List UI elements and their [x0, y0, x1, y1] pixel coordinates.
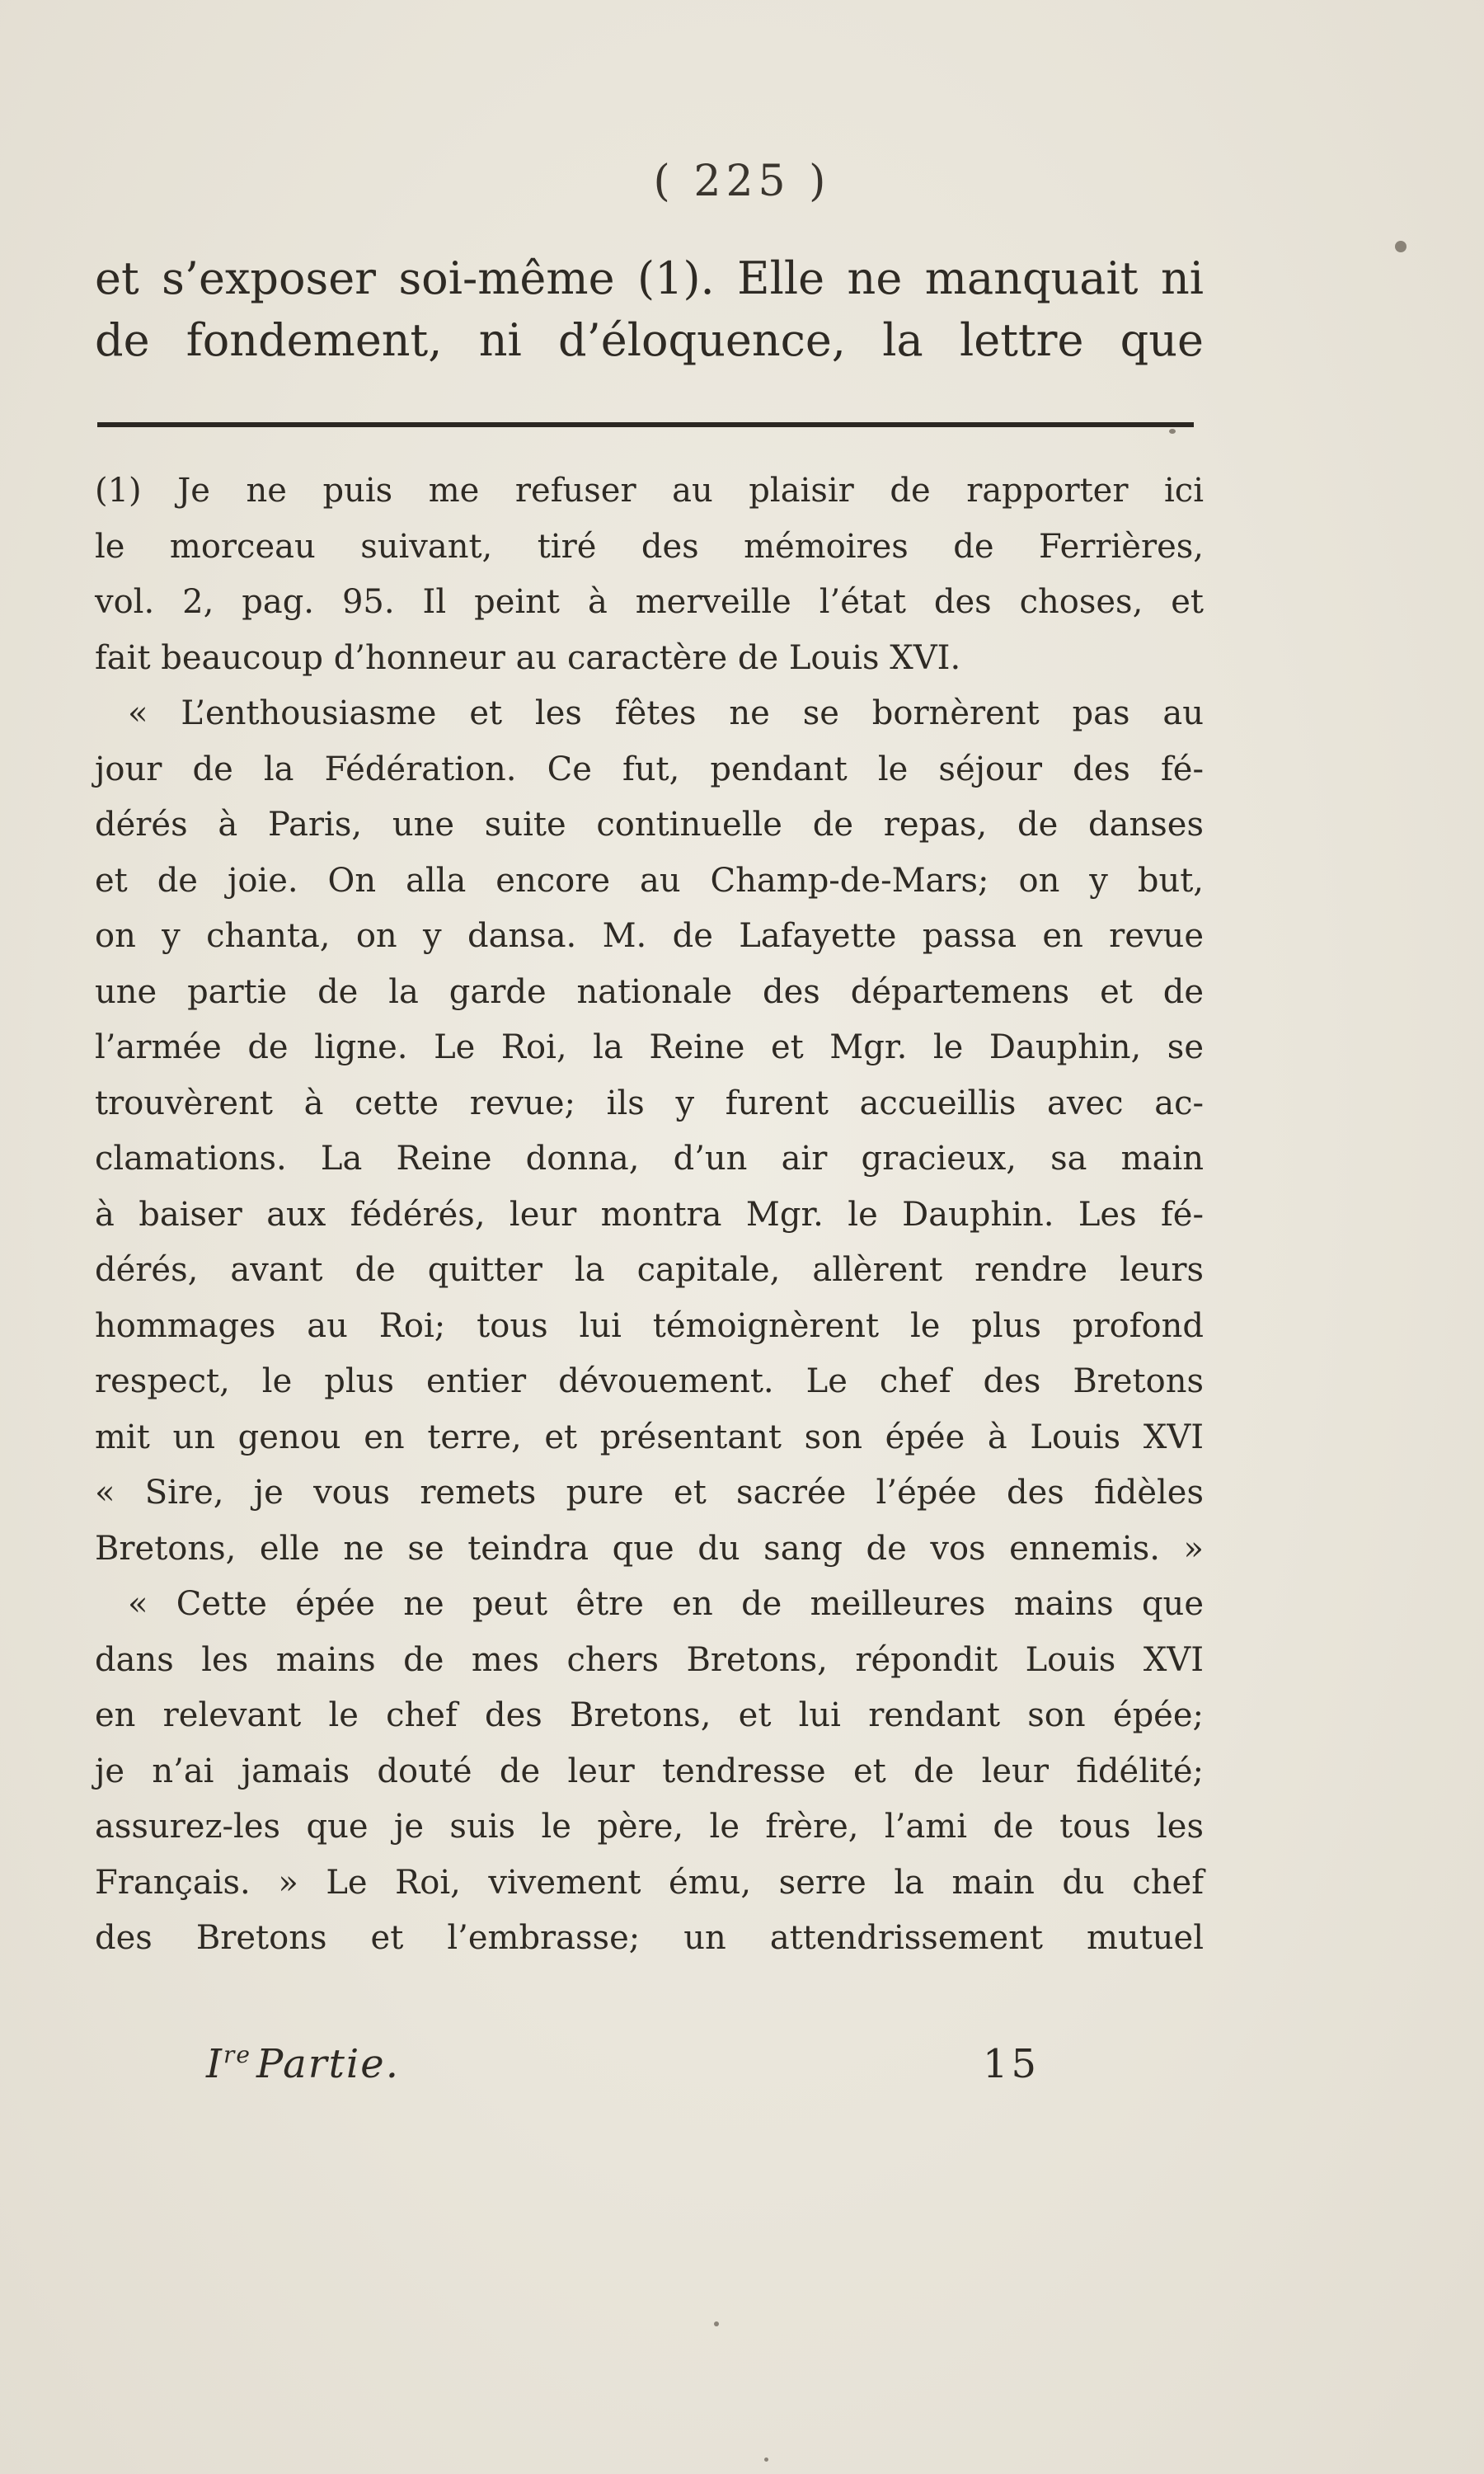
footnote-line: l’armée de ligne. Le Roi, la Reine et Mgr. le Dauphin, se: [95, 1028, 1204, 1066]
footnote-line: dérés à Paris, une suite continuelle de repas, de danses: [95, 806, 1204, 844]
footnote-line: en relevant le chef des Bretons, et lui rendant son épée;: [95, 1696, 1204, 1734]
main-text: [95, 247, 1204, 371]
footnote-line: « Cette épée ne peut être en de meilleures mains que: [128, 1585, 1204, 1623]
footnote-line: jour de la Fédération. Ce fut, pendant le séjour des fé-: [95, 750, 1204, 788]
leaf-number: 15: [983, 2041, 1040, 2087]
footnote-line: hommages au Roi; tous lui témoignèrent le plus profond: [95, 1306, 1204, 1345]
footnote-line: trouvèrent à cette revue; ils y furent accueillis avec ac-: [95, 1084, 1204, 1122]
signature-superscript: re: [223, 2041, 251, 2068]
footnote-line: une partie de la garde nationale des départemens et de: [95, 972, 1204, 1011]
footnote-line: on y chanta, on y dansa. M. de Lafayette passa en revue: [95, 917, 1204, 955]
footnote-line: des Bretons et l’embrasse; un attendrissement mutuel: [95, 1919, 1204, 1957]
page-footer: [0, 2041, 1484, 2099]
signature-number: I: [206, 2041, 223, 2087]
footnote-divider: [97, 422, 1194, 427]
footnote-line: et de joie. On alla encore au Champ-de-Mars; on y but,: [95, 861, 1204, 900]
main-text-line: et s’exposer soi-même (1). Elle ne manquait ni: [95, 252, 1204, 304]
signature-mark: [206, 2041, 400, 2087]
paper-speck: [1169, 429, 1176, 434]
signature-text: Partie.: [256, 2041, 400, 2087]
footnote-line: « L’enthousiasme et les fêtes ne se bornèrent pas au: [128, 694, 1204, 732]
footnote-line: respect, le plus entier dévouement. Le chef des Bretons: [95, 1362, 1204, 1400]
footnote-line: fait beaucoup d’honneur au caractère de Louis XVI.: [95, 638, 961, 677]
footnote-line: assurez-les que je suis le père, le frère, l’ami de tous les: [95, 1808, 1204, 1846]
footnote-line: clamations. La Reine donna, d’un air gracieux, sa main: [95, 1140, 1204, 1178]
footnote-line: vol. 2, pag. 95. Il peint à merveille l’état des choses, et: [95, 583, 1204, 621]
footnote-line: mit un genou en terre, et présentant son épée à Louis XVI: [95, 1418, 1204, 1456]
main-text-line: de fondement, ni d’éloquence, la lettre que: [95, 314, 1204, 366]
footnote-line: à baiser aux fédérés, leur montra Mgr. le Dauphin. Les fé-: [95, 1195, 1204, 1234]
footnote-line: dans les mains de mes chers Bretons, répondit Louis XVI: [95, 1640, 1204, 1679]
footnote-line: le morceau suivant, tiré des mémoires de Ferrières,: [95, 527, 1204, 566]
paper-speck: [1395, 241, 1407, 252]
footnote: [95, 463, 1204, 1967]
footnote-line: (1) Je ne puis me refuser au plaisir de rapporter ici: [95, 472, 1204, 510]
footnote-line: Français. » Le Roi, vivement ému, serre la main du chef: [95, 1863, 1204, 1902]
page-number: ( 225 ): [653, 157, 831, 206]
footnote-line: Bretons, elle ne se teindra que du sang de vos ennemis. »: [95, 1529, 1204, 1568]
footnote-line: « Sire, je vous remets pure et sacrée l’épée des fidèles: [95, 1474, 1204, 1512]
paper-speck: [714, 2321, 719, 2326]
footnote-line: je n’ai jamais douté de leur tendresse et de leur fidélité;: [95, 1752, 1204, 1790]
paper-speck: [764, 2458, 768, 2462]
footnote-line: dérés, avant de quitter la capitale, allèrent rendre leurs: [95, 1251, 1204, 1289]
